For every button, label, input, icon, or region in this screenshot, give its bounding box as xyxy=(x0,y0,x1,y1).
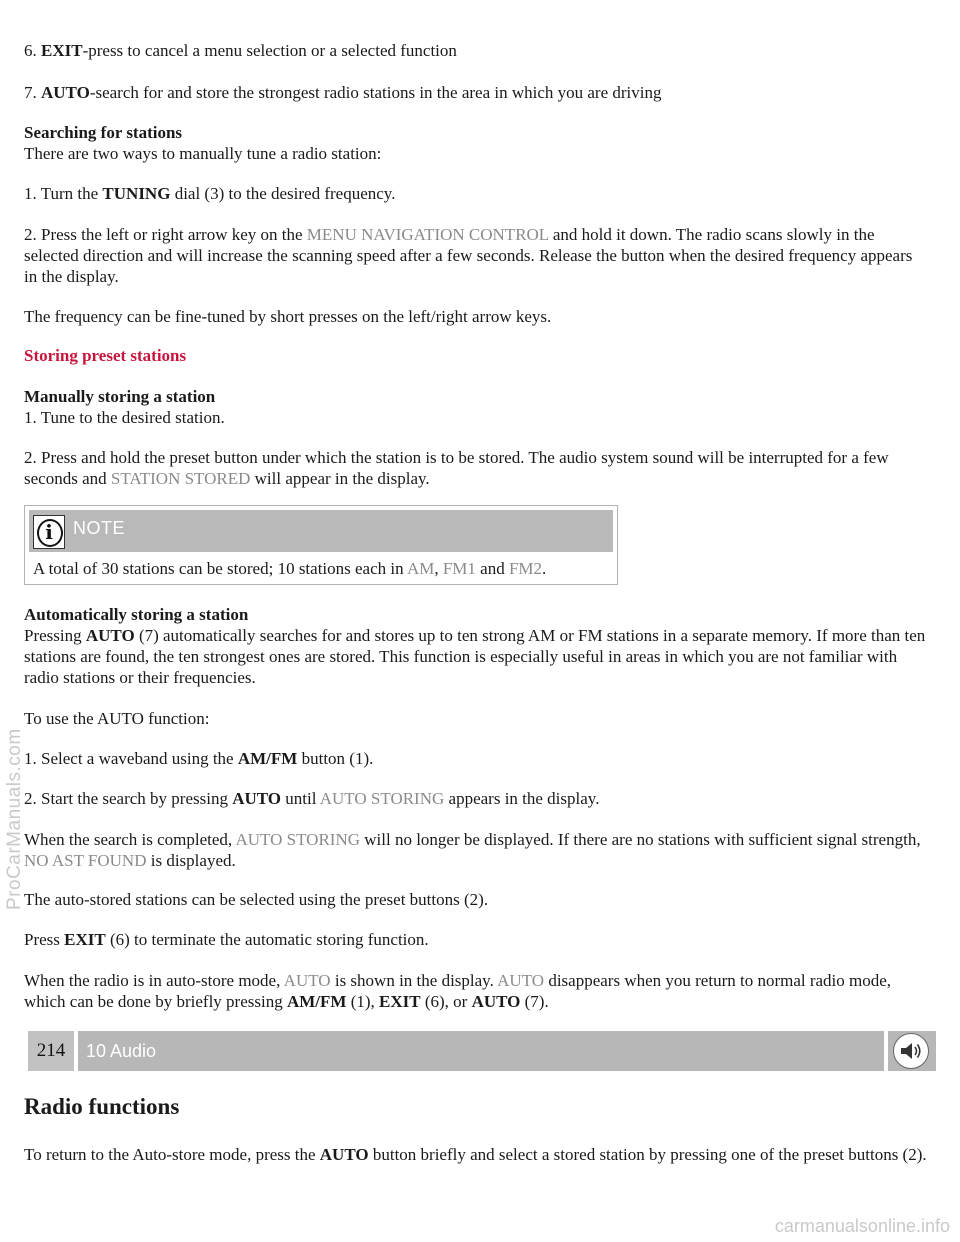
speaker-icon-box xyxy=(888,1031,936,1071)
auto-line: 7. AUTO-search for and store the strongest radio stations in the area in which you are driving xyxy=(24,83,662,102)
page-number: 214 xyxy=(28,1031,74,1071)
automatic-para: Pressing AUTO (7) automatically searches for and stores up to ten strong AM or FM stations in a separate memory. If more than ten stations are found, the ten strongest ones are stored. This function is especially useful in areas in which you are not familiar with radio stations or their frequencies. xyxy=(24,626,926,687)
auto-completed: When the search is completed, AUTO STORING will no longer be displayed. If there are no stations with sufficient signal strength, NO AST FOUND is displayed. xyxy=(24,830,921,870)
manual-step2: 2. Press and hold the preset button under which the station is to be stored. The audio system sound will be interrupted for a few seconds and STATION STORED will appear in the display. xyxy=(24,448,889,488)
note-header xyxy=(29,510,613,552)
side-watermark: ProCarManuals.com xyxy=(4,728,25,910)
auto-mode: When the radio is in auto-store mode, AUTO is shown in the display. AUTO disappears when you return to normal radio mode, which can be done by briefly pressing AM/FM (1), EXIT (6), or AUTO (7). xyxy=(24,971,892,1011)
section-bar xyxy=(78,1031,884,1071)
manual-heading: Manually storing a station xyxy=(24,387,216,406)
note-box xyxy=(24,505,618,585)
auto-use-text: To use the AUTO function: xyxy=(24,709,210,728)
auto-step2: 2. Start the search by pressing AUTO until AUTO STORING appears in the display. xyxy=(24,789,600,808)
note-text: A total of 30 stations can be stored; 10 stations each in AM, FM1 and FM2. xyxy=(33,559,547,578)
searching-heading: Searching for stations xyxy=(24,123,183,142)
exit-line: 6. EXIT-press to cancel a menu selection or a selected function xyxy=(24,41,457,60)
page-footer xyxy=(28,1031,936,1071)
automatic-heading: Automatically storing a station xyxy=(24,605,249,624)
bottom-watermark: carmanualsonline.info xyxy=(774,1216,950,1236)
manual-step1: 1. Tune to the desired station. xyxy=(24,408,225,427)
arrow-step: 2. Press the left or right arrow key on the MENU NAVIGATION CONTROL and hold it down. The radio scans slowly in the selected direction and will increase the scanning speed after a few seconds. Release the button when the desired frequency appears in the display. xyxy=(24,225,913,286)
auto-preset: The auto-stored stations can be selected using the preset buttons (2). xyxy=(24,890,489,909)
radio-functions-para: To return to the Auto-store mode, press the AUTO button briefly and select a stored station by pressing one of the preset buttons (2). xyxy=(24,1145,927,1164)
finetune-text: The frequency can be fine-tuned by short presses on the left/right arrow keys. xyxy=(24,307,552,326)
info-icon: i xyxy=(33,515,65,549)
section-title: 10 Audio xyxy=(86,1041,157,1061)
searching-intro: There are two ways to manually tune a radio station: xyxy=(24,144,382,163)
tuning-step: 1. Turn the TUNING dial (3) to the desired frequency. xyxy=(24,184,396,203)
storing-heading: Storing preset stations xyxy=(24,346,187,365)
radio-functions-heading: Radio functions xyxy=(24,1094,180,1119)
note-title: NOTE xyxy=(73,518,126,538)
auto-exit: Press EXIT (6) to terminate the automatic storing function. xyxy=(24,930,429,949)
speaker-icon xyxy=(893,1033,929,1069)
auto-step1: 1. Select a waveband using the AM/FM button (1). xyxy=(24,749,374,768)
